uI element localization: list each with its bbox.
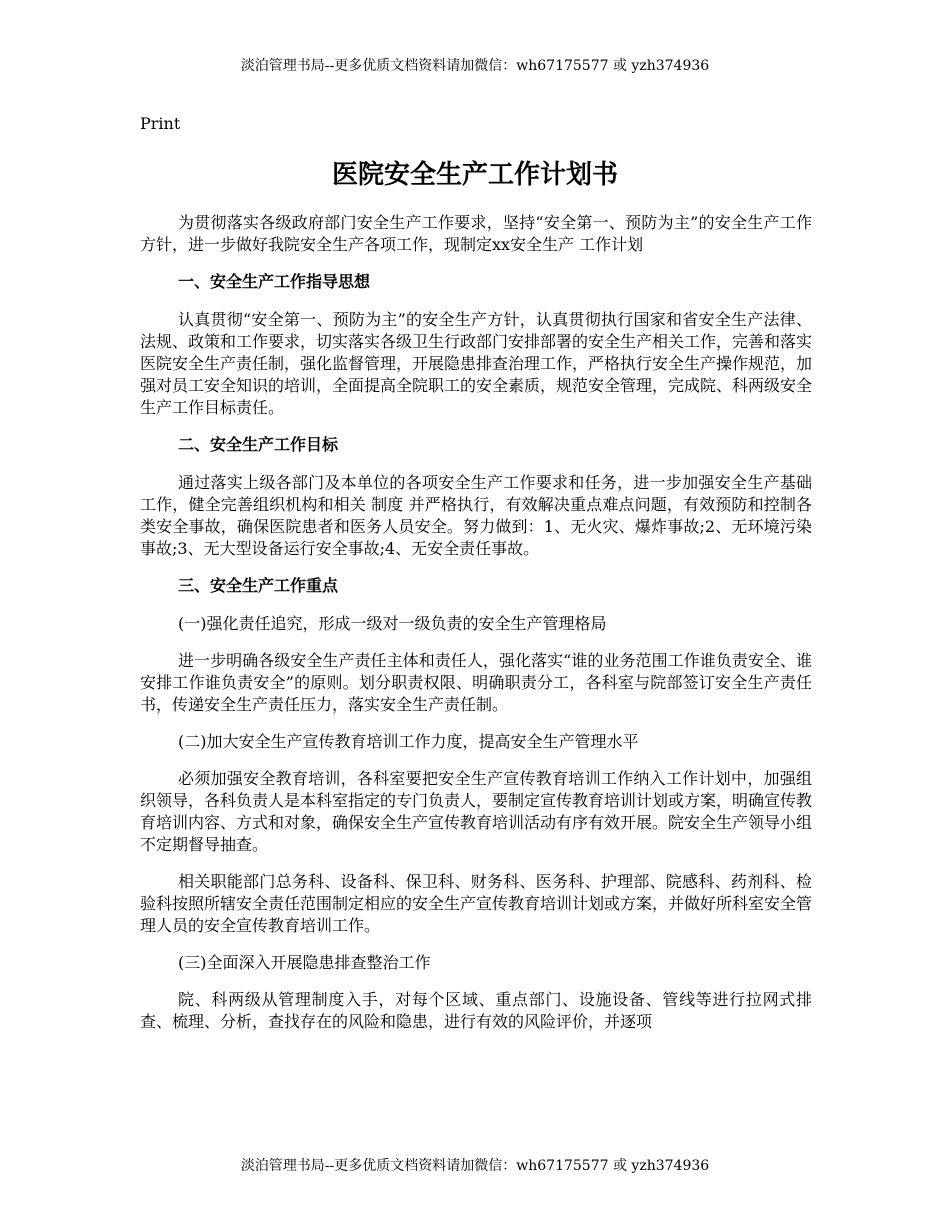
- subsection-paragraph-hazard-inspection: 院、科两级从管理制度入手，对每个区域、重点部门、设施设备、管线等进行拉网式排查、梳理、分析，查找存在的风险和隐患，进行有效的风险评价，并逐项: [140, 990, 812, 1031]
- subsection-title-hazard-inspection: (三)全面深入开展隐患排查整治工作: [178, 953, 431, 972]
- intro-paragraph: 为贯彻落实各级政府部门安全生产工作要求，坚持“安全第一、预防为主”的安全生产工作方针，进一步做好我院安全生产各项工作，现制定xx安全生产 工作计划: [140, 213, 812, 254]
- page-footer: 淡泊管理书局--更多优质文档资料请加微信：wh67175577 或 yzh374936: [240, 1158, 710, 1174]
- document-title: 医院安全生产工作计划书: [331, 160, 618, 190]
- subsection-paragraph-responsibility: 进一步明确各级安全生产责任主体和责任人，强化落实“谁的业务范围工作谁负责安全、谁安排工作谁负责安全”的原则。划分职责权限、明确职责分工，各科室与院部签订安全生产责任书，传递安全生产责任压力，落实安全生产责任制。: [140, 651, 812, 714]
- section-heading-key-points: 三、安全生产工作重点: [178, 576, 339, 595]
- subsection-paragraph-training-2: 相关职能部门总务科、设备科、保卫科、财务科、医务科、护理部、院感科、药剂科、检验科按照所辖安全责任范围制定相应的安全生产宣传教育培训计划或方案，并做好所科室安全管理人员的安全宣传教育培训工作。: [140, 872, 812, 935]
- section-heading-guiding-ideology: 一、安全生产工作指导思想: [178, 272, 371, 291]
- subsection-paragraph-training-1: 必须加强安全教育培训，各科室要把安全生产宣传教育培训工作纳入工作计划中，加强组织领导，各科负责人是本科室指定的专门负责人，要制定宣传教育培训计划或方案，明确宣传教育培训内容、方式和对象，确保安全生产宣传教育培训活动有序有效开展。院安全生产领导小组不定期督导抽查。: [140, 769, 812, 854]
- section-paragraph-goals: 通过落实上级各部门及本单位的各项安全生产工作要求和任务，进一步加强安全生产基础工作，健全完善组织机构和相关 制度 并严格执行，有效解决重点难点问题，有效预防和控制各类安全事故，确保医院患者和医务人员安全。努力做到：1、无火灾、爆炸事故;2、无环境污染事故;3、无大型设备运行安全事故;4、无安全责任事故。: [140, 473, 812, 558]
- document-body: [140, 212, 812, 1122]
- page-header: 淡泊管理书局--更多优质文档资料请加微信：wh67175577 或 yzh374936: [240, 58, 710, 74]
- section-heading-goals: 二、安全生产工作目标: [178, 435, 339, 454]
- print-label: Print: [140, 114, 181, 133]
- subsection-title-responsibility: (一)强化责任追究，形成一级对一级负责的安全生产管理格局: [178, 614, 607, 633]
- subsection-title-training: (二)加大安全生产宣传教育培训工作力度，提高安全生产管理水平: [178, 732, 639, 751]
- section-paragraph-guiding-ideology: 认真贯彻“安全第一、预防为主”的安全生产方针，认真贯彻执行国家和省安全生产法律、法规、政策和工作要求，切实落实各级卫生行政部门安排部署的安全生产相关工作，完善和落实医院安全生产责任制，强化监督管理，开展隐患排查治理工作，严格执行安全生产操作规范，加强对员工安全知识的培训，全面提高全院职工的安全素质，规范安全管理，完成院、科两级安全生产工作目标责任。: [140, 310, 812, 417]
